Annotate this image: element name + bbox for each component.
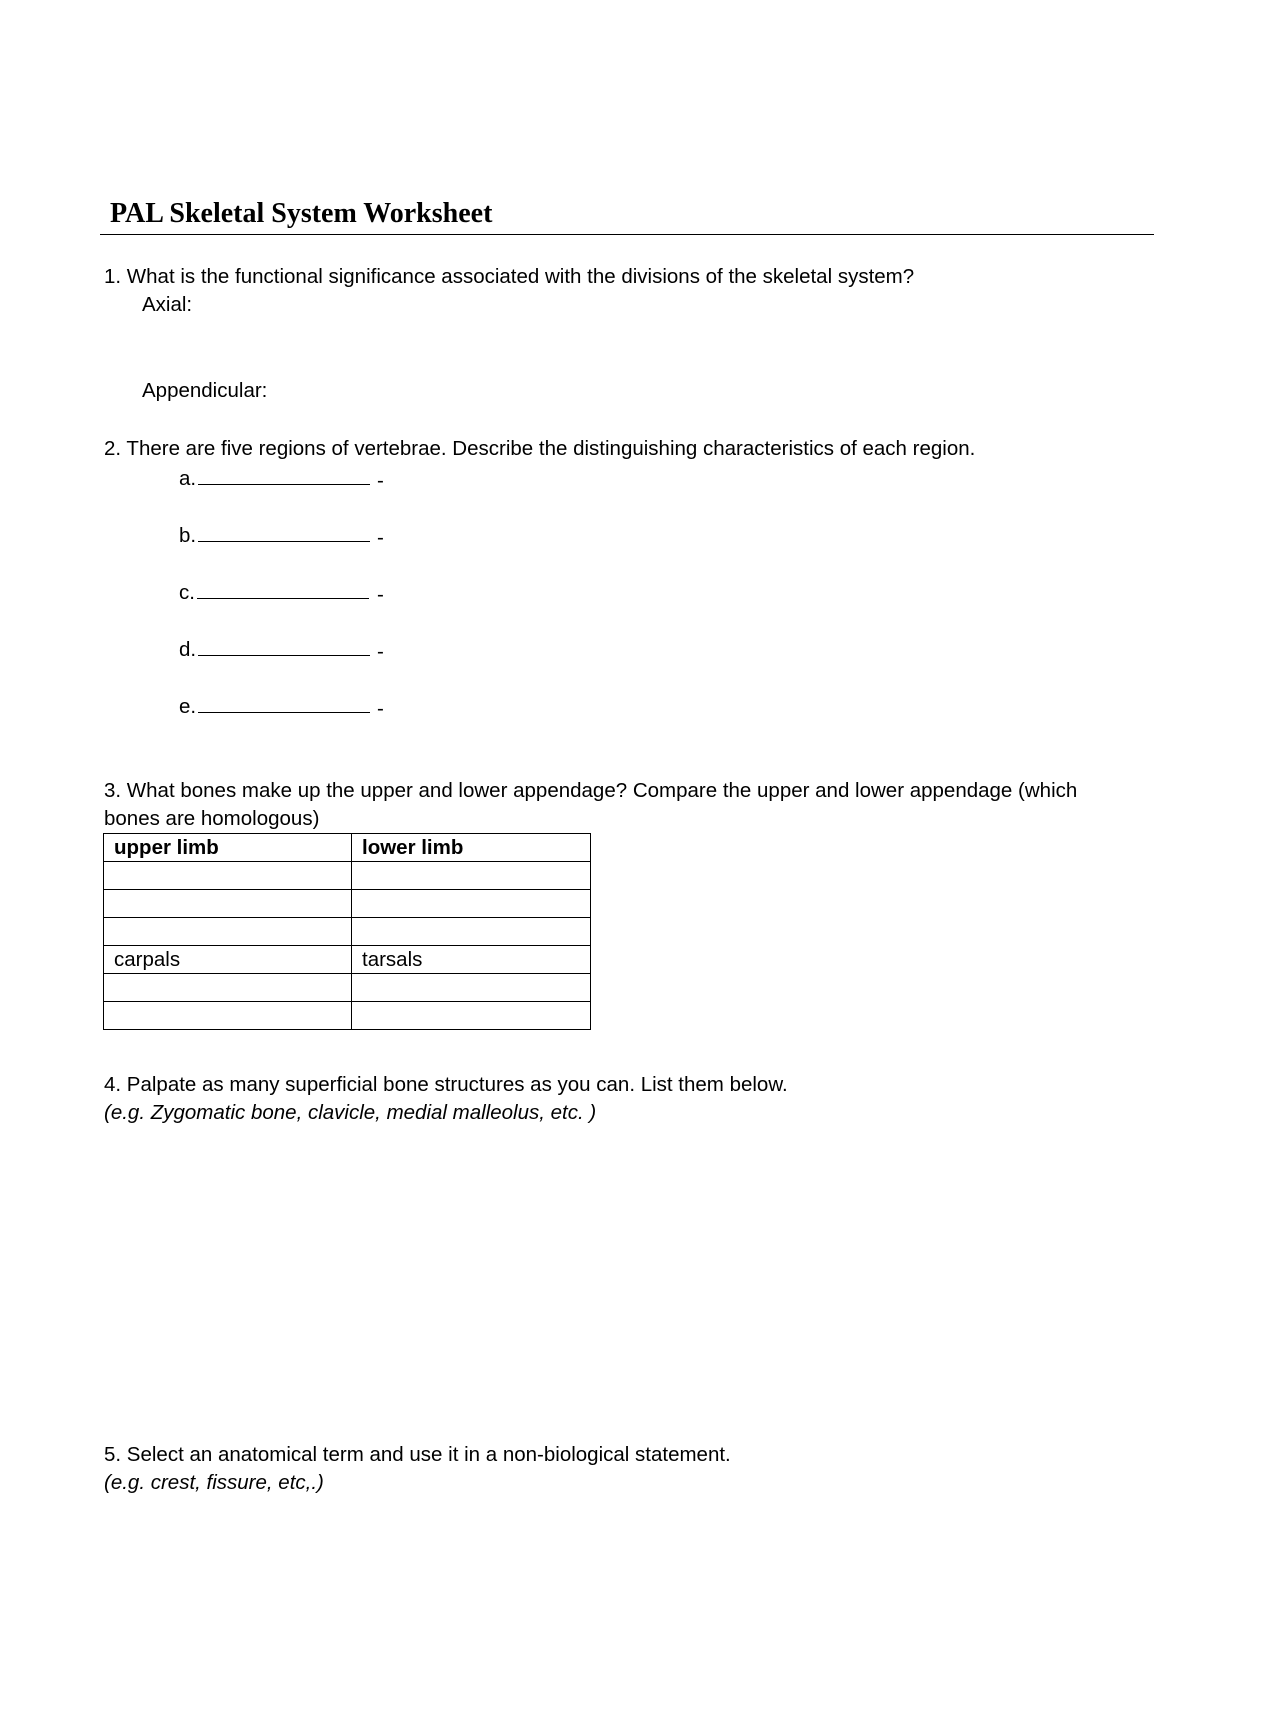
upper-limb-cell[interactable]: carpals [104, 946, 352, 974]
upper-limb-cell[interactable] [104, 918, 352, 946]
vertebra-region-e [179, 694, 370, 720]
lower-limb-cell[interactable] [352, 974, 591, 1002]
answer-blank [197, 582, 369, 599]
table-row [104, 946, 591, 974]
upper-limb-cell[interactable] [104, 862, 352, 890]
question-1-prompt: 1. What is the functional significance associated with the divisions of the skeletal system? [104, 265, 915, 288]
upper-limb-cell[interactable] [104, 974, 352, 1002]
answer-blank [198, 696, 370, 713]
question-5-prompt: 5. Select an anatomical term and use it in a non-biological statement. [104, 1443, 731, 1466]
appendicular-label: Appendicular: [142, 379, 268, 402]
upper-limb-cell[interactable] [104, 890, 352, 918]
limb-comparison-table [103, 833, 591, 1030]
lower-limb-cell[interactable] [352, 890, 591, 918]
question-4-prompt: 4. Palpate as many superficial bone structures as you can. List them below. [104, 1073, 788, 1096]
region-dash: - [377, 469, 384, 492]
region-letter: b. [179, 524, 197, 547]
axial-label: Axial: [142, 293, 193, 316]
region-letter: c. [179, 581, 195, 604]
answer-blank [198, 525, 370, 542]
lower-limb-cell[interactable] [352, 918, 591, 946]
lower-limb-cell[interactable] [352, 862, 591, 890]
region-dash: - [377, 526, 384, 549]
upper-limb-header: upper limb [104, 834, 352, 862]
question-4-example: (e.g. Zygomatic bone, clavicle, medial malleolus, etc. ) [104, 1101, 597, 1124]
lower-limb-cell[interactable]: tarsals [352, 946, 591, 974]
upper-limb-cell[interactable] [104, 1002, 352, 1030]
region-letter: d. [179, 638, 197, 661]
table-row [104, 974, 591, 1002]
region-dash: - [377, 583, 384, 606]
lower-limb-header: lower limb [352, 834, 591, 862]
table-row [104, 918, 591, 946]
title-rule [100, 234, 1154, 235]
vertebra-region-c [179, 580, 369, 606]
table-header-row [104, 834, 591, 862]
question-3-prompt-line1: 3. What bones make up the upper and lower appendage? Compare the upper and lower appendage (which [104, 779, 1078, 802]
page-title: PAL Skeletal System Worksheet [110, 198, 493, 229]
region-letter: a. [179, 467, 197, 490]
answer-blank [198, 468, 370, 485]
vertebra-region-b [179, 523, 370, 549]
table-row [104, 862, 591, 890]
table-row [104, 890, 591, 918]
answer-blank [198, 639, 370, 656]
region-letter: e. [179, 695, 197, 718]
region-dash: - [377, 697, 384, 720]
question-2-prompt: 2. There are five regions of vertebrae. Describe the distinguishing characteristics of each region. [104, 437, 976, 460]
lower-limb-cell[interactable] [352, 1002, 591, 1030]
question-3-prompt-line2: bones are homologous) [104, 807, 320, 830]
vertebra-region-d [179, 637, 370, 663]
table-row [104, 1002, 591, 1030]
question-5-example: (e.g. crest, fissure, etc,.) [104, 1471, 324, 1494]
vertebra-region-a [179, 466, 370, 492]
region-dash: - [377, 640, 384, 663]
